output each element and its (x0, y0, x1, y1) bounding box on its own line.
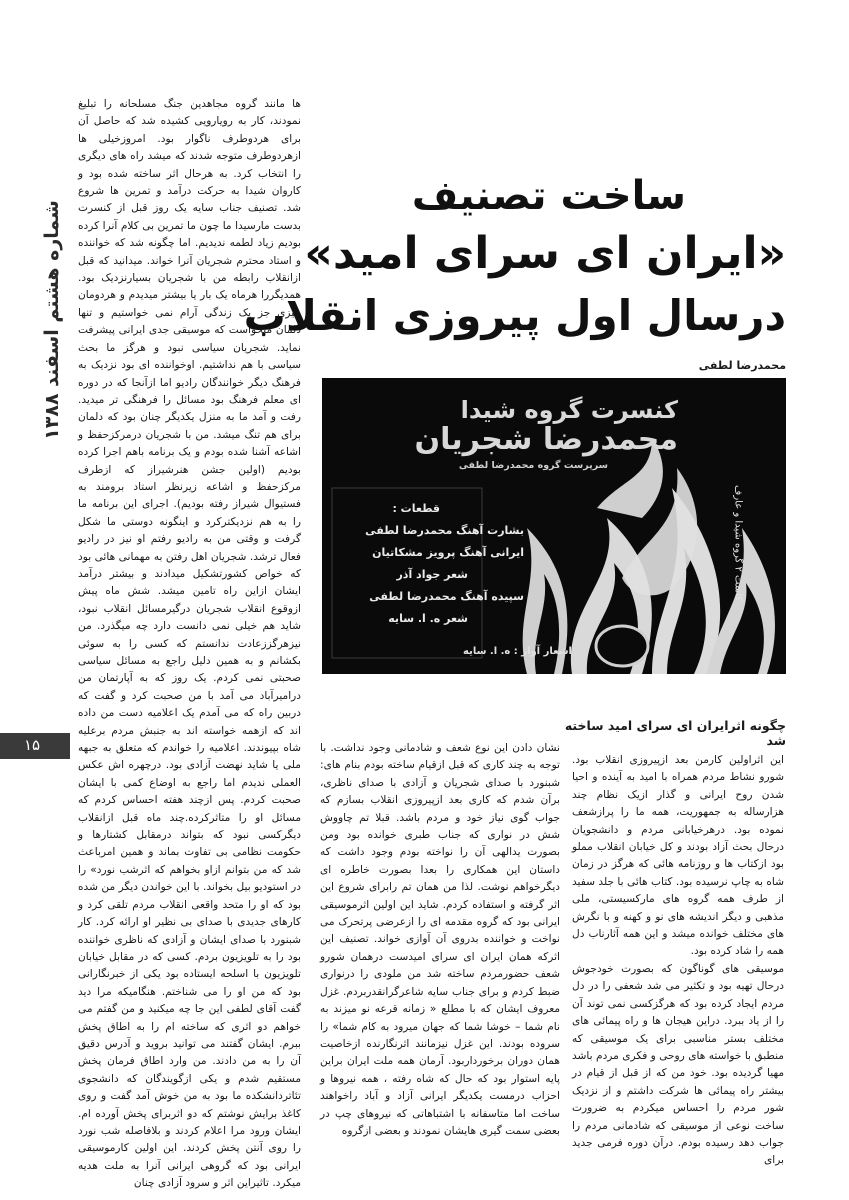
cover-bottom-credit: اشعار آواز : ه. ا. سایه (463, 646, 572, 657)
cover-side-text: کاست ۲ گروه شیدا و عارف (732, 484, 744, 602)
cover-credit: سپیده آهنگ محمدرضا لطفی (369, 590, 524, 603)
paragraph: این اثراولین کارمن بعد ازپیروزی انقلاب بود. شورو نشاط مردم همراه با امید به آینده و احیا شدن روح ایرانی و گذار ازیک نظام چند هزارساله به جمهوریت، همه ما را پرازشعف نموده بود. درهرخیابانی مردم و دانشجویان درحال بحث آزاد بودند و کل خیابان انقلاب مملو بود ازکتاب ها و روزنامه هائی که هرگز در زمان شاه به چاپ نرسیده بود. کتاب هائی با جلد سفید از طرف همه گروه های مارکسیستی، ملی مذهبی و دیگر اندیشه های نو و کهنه و با نگرش های مختلف خوانده میشد و این همه آثارناب دل همه را شاد کرده بود. (572, 754, 784, 958)
text-column-middle (320, 740, 560, 1137)
cover-subtitle: سرپرست گروه محمدرضا لطفی (458, 460, 608, 471)
cover-side-label (708, 438, 768, 648)
paragraph: موسیقی های گوناگون که بصورت خودجوش درحال تهیه بود و تکثیر می شد شعفی را در دل مردم ایجاد کرده بود که هرگزکسی نمی توند آن را از یاد ببرد. دراین هیجان ها و راه پیمائی های مختلف بستر مناسبی برای یک موسیقی که منطبق با خواسته های روحی و فکری مردم باشد مهیا گردیده بود. خود من که از قبل از قیام در بیشتر راه پیمائی ها شرکت داشتم و از نزدیک شور مردم را احساس میکردم به ضرورت ساخت نوعی از موسیقی که شادمانی مردم را جواب دهد رسیده بودم. درآن دوره فرمی جدید برای (572, 962, 784, 1167)
page-number-tab (0, 733, 70, 759)
cover-credit: قطعات : (392, 502, 440, 515)
page-number: ۱۵ (24, 736, 41, 754)
cover-credit: شعر جواد آذر (396, 568, 468, 581)
cover-credit: ایرانی آهنگ پرویز مشکاتیان (372, 546, 524, 559)
article-title-line-2: «ایران ای سرای امید» (304, 228, 786, 279)
author-name: محمدرضا لطفی (698, 359, 786, 372)
cover-title-line-1: کنسرت گروه شیدا (460, 396, 678, 424)
section-subheading: چگونه اثرایران ای سرای امید ساخته شد (564, 718, 786, 748)
cover-title-line-2: محمدرضا شجریان (414, 422, 678, 457)
paragraph: نشان دادن این نوع شعف و شادمانی وجود نداشت. با توجه به چند کاری که قبل ازقیام ساخته بودم بنام های: شبنورد با صدای شجریان و آزادی با صدای ناظری، برآن شدم که کاری بعد ازپیروزی انقلاب بسازم که جواب گوی نیاز خود و مردم باشد. قبلا تم چاووش شش در نواری که جناب طبری خوانده بود ومن بصورت یدالهی آن را نواخته بودم وجود داشت که داستان این همکاری را بعدا بصورت خاطره ای دیگرخواهم نوشت. لذا من همان تم رابرای شروع این اثر گرفته و استفاده کردم. شاید این اولین اثرموسیقی ایرانی بود که گروه مقدمه ای را ازعرضی پرتحرک می نواخت و خواننده بدروی آن آوازی خواند. تصنیف این اثرکه همان ایران ای سرای امیدست درهمان شورو شعف حضورمردم ساخته شد من ملودی را درنواری ضبط کردم و برای جناب سایه شاعرگرانقدربردم. غزل معروف ایشان که با مطلع « زمانه قرعه نو میزند به نام شما – خوشا شما که جهان میرود به کام شما» را سروده بودند. این غزل نیزمانند اثرنگارنده ازخاصیت همان دوران برخورداربود. آرمان همه ملت ایران براین پایه استوار بود که حال که شاه رفته ، همه نیروها و احزاب درمست یکدیگر ایرانی آزاد و آباد راخواهند ساخت اما متاسفانه با اشتباهاتی که نیروهای چپ در بعضی سمت گیری هایشان نمودند و بعضی ازگروه (320, 742, 560, 1137)
album-cover-image (322, 378, 786, 674)
article-title-line-3: درسال اول پیروزی انقلاب (243, 291, 786, 340)
article-title-line-1: ساخت تصنیف (411, 173, 686, 219)
issue-vertical-header (40, 130, 64, 510)
text-column-right (572, 752, 784, 1167)
issue-date-text: شماره هشتم اسفند ۱۳۸۸ (41, 200, 63, 440)
paragraph: ها مانند گروه مجاهدین جنگ مسلحانه را تبلیغ نمودند، کار به رویارویی کشیده شد که حاصل آن برای هردوطرف ناگوار بود. امروزخیلی ها ازهردوطرف متوجه شدند که میشد راه های دیگری را انتخاب کرد. به هرحال اثر ساخته شده بود و کاروان شیدا به حرکت درآمد و تمرین ها شروع شد. تصنیف جناب سایه یک روز قبل از کنسرت بدست مارسیدا ما چون ما تمرین بی کلام آنرا کرده بودیم زیاد لطمه ندیدیم. اما چگونه شد که خواننده و استاد محترم شجریان آنرا خواند. میدانید که قبل ازانقلاب رابطه من با شجریان بسیارنزدیک بود. همدیگررا هرماه یک بار یا بیشتر میدیدم و هردومان چیزی جز یک زندگی آرام نمی خواستیم و تنها دلمان میخواست که موسیقی جدی ایرانی پیشرفت نماید. شجریان سیاسی نبود و هرگز ما بحث سیاسی با هم نداشتیم. اوخواننده ای بود نزدیک به فرهنگ دیگر خوانندگان رادیو اما ازآنجا که در دوره ای معلم فرهنگ بود مسائل را فرهنگی تر میدید. رفت و آمد ما به منزل یکدیگر چنان بود که دلمان برای هم تنگ میشد. من با شجریان درمرکزحفظ و اشاعه آشنا شده بودم و یک برنامه باهم اجرا کرده بودیم (اولین جشن هنرشیراز که ازطرف مرکزحفظ و اشاعه زیرنظر استاد برومند به فستیوال شیراز رفته بودیم). اجرای این برنامه ما را به هم نزدیکترکرد و اینگونه دوستی ما شکل گرفت و وقتی من به رادیو رفتم او نیز در رادیو فعال ترشد. شجریان اهل رفتن به مهمانی هائی بود که خواص کشورتشکیل میدادند و بیشتر درآمد ایشان ازاین راه تامین میشد. شش ماه پیش ازوقوع انقلاب شجریان درگیرمسائل انقلاب نبود، شاید هم خیلی نمی دانست دارد چه میگذرد. من نیزهرگززعادت ندانستم که کسی را به سوئی بکشانم و به همین دلیل راجع به مسائل سیاسی صحبتی نمی کردم. یک روز که به آپارتمان من درامیرآباد می آمد با من صحبت کرد و گفت که دربین راه که می آمدم یک اعلامیه دست من داده اند که ازهمه خواسته اند به جنبش مردم برعلیه شاه بپیوندند. اعلامیه را خواندم که متعلق به جبهه ملی یا شاید نهضت آزادی بود. درچهره اش عکس العملی ندیدم اما راجع به اوضاع کمی با ایشان صحبت کردم. پس ازچند هفته احساس کردم که مسائل او را متاثرکرده.چند ماه قبل ازانقلاب دیگرکسی نبود که بتواند درمقابل کشتارها و حکومت نظامی بی تفاوت بماند و همین امرباعث شد که من بتوانم ازاو بخواهم که اثرشب نورد» را در استودیو بیل بخواند. با این خواندن دیگر من شده بود که او را متحد واقعی انقلاب مردم تلقی کرد و کارهای جدیدی با صدای بی نظیر او ارائه کرد. کار شبنورد با صدای ایشان و آزادی که ناظری خواننده بود را به تلویزیون بردم. کسی که در مقابل خیابان تلویزیون با اسلحه ایستاده بود یکی از خبرنگارانی بود که من او را می شناختم. هنگامیکه مرا دید گفت آقای لطفی این جا چه میکنید و من گفتم می خواهم دو اثری که ساخته ام را به اطاق پخش ببرم. ایشان گفتند می توانید بروید و آدرس دقیق آن را به من دادند. من وارد اطاق فرمان پخش مستقیم شدم و یکی ازگویندگان که دانشجوی تئاتردانشکده ما بود به من خوش آمد گفت و روی کاغذ برایش نوشتم که دو اثربرای پخش آورده ام. ایشان ورود مرا اعلام کردند و بلافاصله شب نورد را روی آنتن پخش کردند. این اولین کارموسیقی ایرانی بود که گروهی ایرانی آنرا به ملت هدیه میکرد. تاثیراین اثر و سرود آزادی چنان (78, 98, 301, 1190)
cover-credit: بشارت آهنگ محمدرضا لطفی (365, 524, 524, 537)
cover-credit: شعر ه. ا. سایه (388, 612, 468, 625)
text-column-left (78, 96, 301, 1190)
